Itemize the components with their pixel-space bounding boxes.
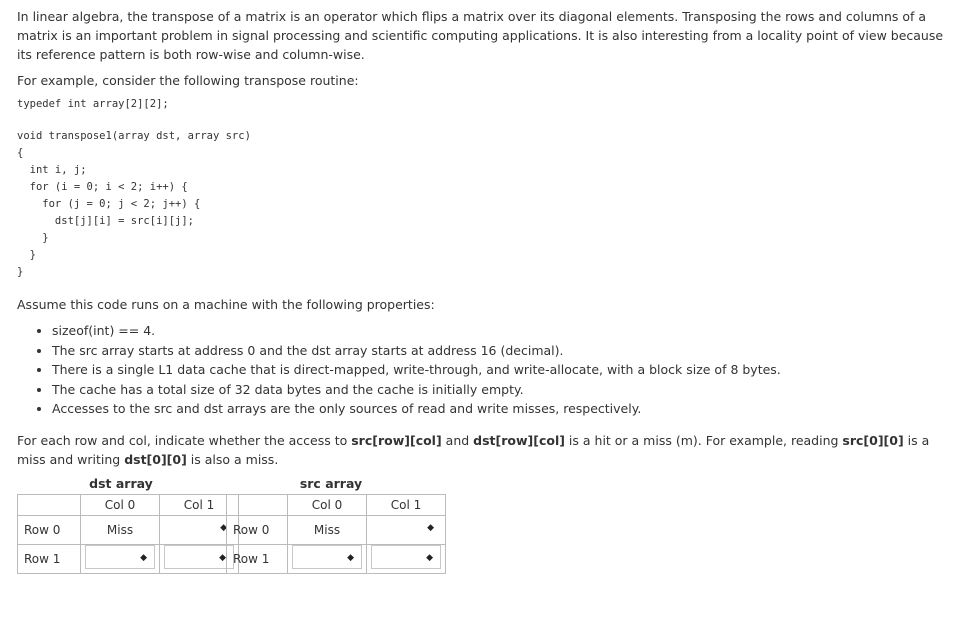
src-select-0-1[interactable]	[371, 516, 441, 540]
question-part: is a miss and writing	[17, 432, 930, 467]
question-part: is a hit or a miss (m). For example, reading	[564, 432, 843, 448]
dst-select-1-0[interactable]	[85, 545, 155, 569]
property-item: • sizeof(int) == 4.	[52, 321, 952, 341]
src-cell-0-1	[367, 515, 446, 544]
code-typedef: typedef int array[2][2];	[17, 98, 169, 110]
question-part: is also a miss.	[186, 451, 279, 467]
assume-lead: Assume this code runs on a machine with the following properties:	[17, 297, 435, 312]
src-select-1-0[interactable]	[292, 545, 362, 569]
dst-cell-1-0	[81, 544, 160, 573]
example-lead: For example, consider the following transpose routine:	[17, 73, 359, 88]
row-header: Row 0	[227, 515, 288, 544]
col-header: Col 1	[367, 494, 446, 515]
row-header: Row 1	[18, 544, 81, 573]
question-bold: dst[row][col]	[473, 432, 565, 448]
dst-table-title: dst array	[89, 475, 153, 491]
question-part: and	[441, 432, 474, 448]
dst-cell-0-0	[81, 515, 160, 544]
col-header: Col 0	[81, 494, 160, 515]
row-header: Row 1	[227, 544, 288, 573]
up-down-arrows-icon: ◆	[220, 523, 227, 533]
src-cell-0-0	[288, 515, 367, 544]
question-bold: src[0][0]	[842, 432, 904, 448]
row-header: Row 0	[18, 515, 81, 544]
src-cell-1-1	[367, 544, 446, 573]
question-bold: dst[0][0]	[124, 451, 187, 467]
src-table-title: src array	[299, 475, 363, 491]
src-select-1-1[interactable]	[371, 545, 441, 569]
intro-paragraph: In linear algebra, the transpose of a matrix is an operator which flips a matrix over its diagonal elements. Transposing the rows and columns of a matrix is an important problem in signal processing and scientific computing applications. It is also interesting from a locality point of view because its reference pattern is both row-wise and column-wise.	[17, 9, 944, 62]
up-down-arrows-icon: ◆	[140, 553, 147, 563]
src-select-0-0[interactable]: Miss	[292, 518, 362, 542]
answer-tables	[17, 476, 952, 586]
dst-table	[17, 494, 239, 574]
property-item: • The src array starts at address 0 and the dst array starts at address 16 (decimal).	[52, 341, 952, 361]
question-text	[17, 431, 952, 469]
col-header: Col 0	[288, 494, 367, 515]
up-down-arrows-icon: ◆	[219, 553, 226, 563]
corner-cell	[18, 494, 81, 515]
properties-list	[17, 321, 952, 419]
src-table	[226, 494, 446, 574]
dst-select-1-1[interactable]	[164, 545, 234, 569]
question-part: For each row and col, indicate whether the access to	[17, 432, 352, 448]
question-bold: src[row][col]	[351, 432, 442, 448]
property-item: • There is a single L1 data cache that is direct-mapped, write-through, and write-allocate, with a block size of 8 bytes.	[52, 360, 952, 380]
dst-select-0-1[interactable]	[164, 516, 234, 540]
src-cell-1-0	[288, 544, 367, 573]
corner-cell	[227, 494, 288, 515]
up-down-arrows-icon: ◆	[427, 523, 434, 533]
dst-select-0-0[interactable]: Miss	[85, 518, 155, 542]
up-down-arrows-icon: ◆	[426, 553, 433, 563]
up-down-arrows-icon: ◆	[347, 553, 354, 563]
code-function: void transpose1(array dst, array src) { int i, j; for (i = 0; i < 2; i++) { for (j = 0; j < 2; j++) { dst[j][i] = src[i][j]; } } }	[17, 130, 251, 278]
property-item: • Accesses to the src and dst arrays are the only sources of read and write misses, respectively.	[52, 399, 952, 419]
col-header: Col 1	[160, 494, 239, 515]
property-item: • The cache has a total size of 32 data bytes and the cache is initially empty.	[52, 380, 952, 400]
